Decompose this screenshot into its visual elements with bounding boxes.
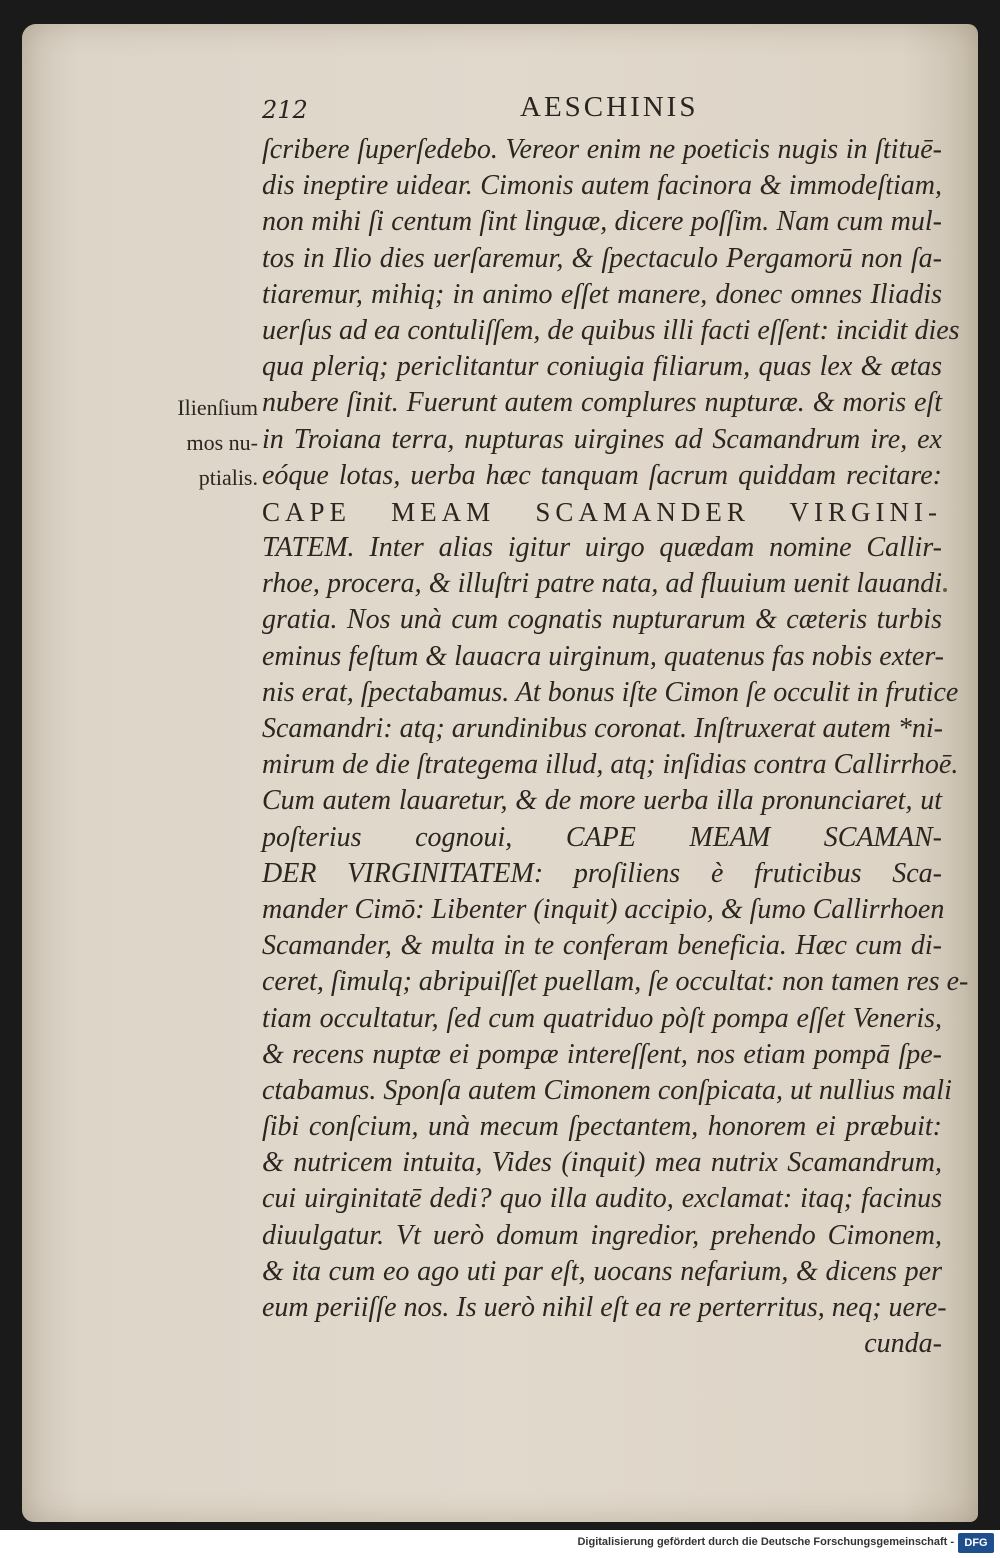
text-line: & nutricem intuita, Vides (inquit) mea nutrix Scamandrum,	[262, 1147, 942, 1179]
text-line: tiam occultatur, ſed cum quatriduo pòſt pompa eſſet Veneris,	[262, 1002, 942, 1034]
text-line: dis ineptire uidear. Cimonis autem facinora & immodeſtiam,	[262, 170, 942, 202]
marginal-note-line: ptialis.	[198, 465, 258, 490]
text-line: ſcribere ſuperſedebo. Vereor enim ne poeticis nugis in ſtituē-	[262, 134, 942, 165]
text-line: rhoe, procera, & illuſtri patre nata, ad fluuium uenit lauandi	[262, 568, 942, 600]
marginal-note-line: mos nu-	[186, 430, 258, 455]
text-line: Scamander, & multa in te conferam beneficia. Hæc cum di-	[262, 930, 942, 962]
text-line: & recens nuptæ ei pompæ intereſſent, nos etiam pompā ſpe-	[262, 1038, 942, 1070]
text-line: in Troiana terra, nupturas uirgines ad Scamandrum ire, ex	[262, 423, 942, 455]
text-line: diuulgatur. Vt uerò domum ingredior, prehendo Cimonem,	[262, 1219, 942, 1251]
footer-credit: Digitalisierung gefördert durch die Deutsche Forschungsgemeinschaft -	[577, 1536, 954, 1548]
text-line: cui uirginitatē dedi? quo illa audito, exclamat: itaq; facinus	[262, 1183, 942, 1215]
text-line: tos in Ilio dies uerſaremur, & ſpectaculo Pergamorū non ſa-	[262, 242, 942, 274]
dfg-logo: DFG	[958, 1533, 994, 1553]
text-line: eminus feſtum & lauacra uirginum, quatenus fas nobis exter-	[262, 640, 945, 672]
text-line-capitals: CAPE MEAM SCAMANDER VIRGINI-	[262, 496, 942, 527]
text-line: gratia. Nos unà cum cognatis nupturarum & cæteris turbis	[262, 604, 942, 636]
text-line: uerſus ad ea contuliſſem, de quibus illi facti eſſent: incidit dies	[262, 314, 960, 346]
text-line: eóque lotas, uerba hæc tanquam ſacrum quiddam recitare:	[262, 459, 942, 491]
text-line: poſterius cognoui, CAPE MEAM SCAMAN-	[262, 821, 942, 853]
folio-number: 212	[262, 96, 308, 124]
text-line: Cum autem lauaretur, & de more uerba illa pronunciaret, ut	[262, 785, 942, 817]
text-line: qua pleriq; periclitantur coniugia filiarum, quas lex & ætas	[262, 351, 942, 383]
text-line: non mihi ſi centum ſint linguæ, dicere poſſim. Nam cum mul-	[262, 206, 942, 238]
text-line: TATEM. Inter alias igitur uirgo quædam nomine Callir-	[262, 532, 942, 564]
text-line: Scamandri: atq; arundinibus coronat. Inſtruxerat autem *ni-	[262, 713, 944, 744]
text-line: nis erat, ſpectabamus. At bonus iſte Cimon ſe occulit in frutice	[262, 676, 959, 708]
text-line: ctabamus. Sponſa autem Cimonem conſpicata, ut nullius mali	[262, 1074, 952, 1106]
text-line: tiaremur, mihiq; in animo eſſet manere, donec omnes Iliadis	[262, 278, 942, 310]
text-line: eum periiſſe nos. Is uerò nihil eſt ea re perterritus, neq; uere-	[262, 1292, 947, 1323]
catchword: cunda-	[864, 1328, 942, 1360]
running-head: AESCHINIS	[520, 91, 699, 123]
ink-speck	[943, 588, 947, 592]
marginal-note	[150, 390, 258, 495]
text-line: mirum de die ſtrategema illud, atq; inſidias contra Callirrhoē.	[262, 749, 959, 781]
text-line: mander Cimō: Libenter (inquit) accipio, & ſumo Callirrhoen	[262, 893, 945, 925]
text-line: & ita cum eo ago uti par eſt, uocans nefarium, & dicens per	[262, 1255, 942, 1287]
body-text	[262, 132, 969, 1362]
text-line: ſibi conſcium, unà mecum ſpectantem, honorem ei præbuit:	[262, 1111, 942, 1143]
text-line: ceret, ſimulq; abripuiſſet puellam, ſe occultat: non tamen res e-	[262, 966, 969, 998]
text-line: nubere ſinit. Fuerunt autem complures nupturæ. & moris eſt	[262, 387, 942, 419]
text-line: DER VIRGINITATEM: proſiliens è fruticibus Sca-	[262, 857, 942, 889]
marginal-note-line: Ilienſium	[177, 395, 258, 420]
